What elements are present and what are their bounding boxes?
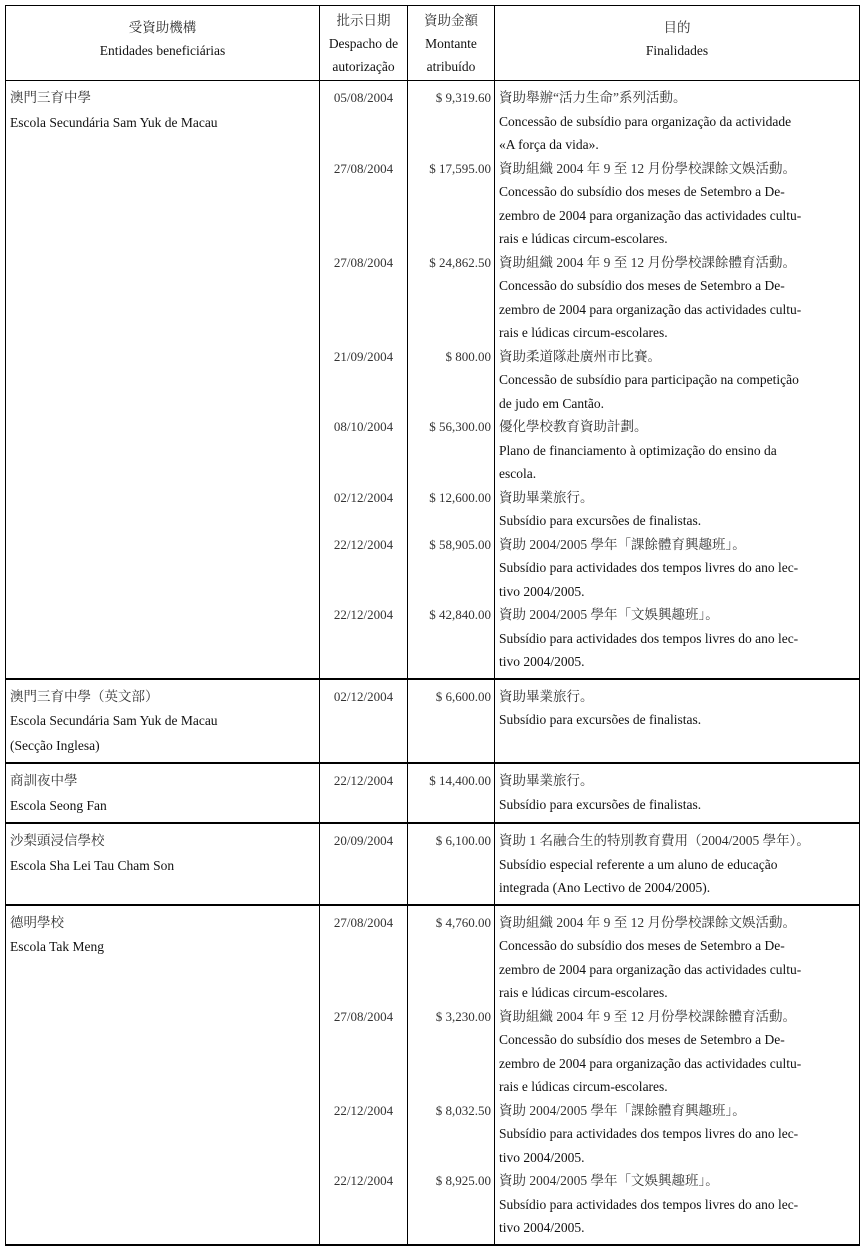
header-amount-zh: 資助金額 bbox=[424, 13, 478, 28]
purpose-pt-line: escola. bbox=[499, 466, 537, 481]
purpose-cell bbox=[495, 1169, 860, 1245]
purpose-pt-line: Concessão de subsídio para participação na competição bbox=[499, 372, 799, 387]
date-cell: 22/12/2004 bbox=[320, 603, 408, 679]
entity-name-pt: Escola Secundária Sam Yuk de Macau bbox=[10, 114, 218, 130]
date-cell: 02/12/2004 bbox=[320, 486, 408, 533]
entity-group-tak-meng bbox=[6, 905, 860, 1245]
purpose-pt-line: zembro de 2004 para organização das actividades cultu- bbox=[499, 961, 802, 977]
purpose-zh: 資助 2004/2005 學年「課餘體育興趣班」。 bbox=[499, 536, 746, 552]
amount-cell: $ 42,840.00 bbox=[408, 603, 495, 679]
purpose-pt-line: Concessão do subsídio dos meses de Setembro a De- bbox=[499, 184, 785, 199]
entity-cell bbox=[6, 905, 320, 1245]
header-date-pt-1: Despacho de bbox=[328, 36, 399, 51]
purpose-pt-line: Concessão do subsídio dos meses de Setembro a De- bbox=[499, 938, 785, 953]
purpose-cell bbox=[495, 679, 860, 764]
table-row bbox=[6, 823, 860, 905]
table-row bbox=[6, 81, 860, 157]
purpose-pt-line: Subsídio especial referente a um aluno de educação bbox=[499, 856, 778, 872]
purpose-zh: 資助畢業旅行。 bbox=[499, 489, 594, 505]
amount-cell: $ 4,760.00 bbox=[408, 905, 495, 1005]
header-entity-pt: Entidades beneficiárias bbox=[99, 43, 226, 58]
amount-cell: $ 6,100.00 bbox=[408, 823, 495, 905]
purpose-cell bbox=[495, 1005, 860, 1099]
entity-group-sam-yuk-english bbox=[6, 679, 860, 764]
purpose-pt-line: zembro de 2004 para organização das actividades cultu- bbox=[499, 1055, 802, 1071]
purpose-pt-line: Subsídio para actividades dos tempos livres do ano lec- bbox=[499, 1196, 799, 1212]
purpose-cell bbox=[495, 1099, 860, 1170]
purpose-pt-line: Concessão do subsídio dos meses de Setembro a De- bbox=[499, 1032, 785, 1047]
amount-cell: $ 24,862.50 bbox=[408, 251, 495, 345]
table-header bbox=[6, 6, 860, 81]
purpose-pt-line: Subsídio para excursões de finalistas. bbox=[499, 712, 702, 727]
entity-group-sha-lei-tau bbox=[6, 823, 860, 905]
entity-group-sam-yuk bbox=[6, 81, 860, 679]
purpose-pt-line: tivo 2004/2005. bbox=[499, 1149, 585, 1165]
purpose-cell bbox=[495, 603, 860, 679]
purpose-zh: 資助組織 2004 年 9 至 12 月份學校課餘文娛活動。 bbox=[499, 914, 796, 930]
date-cell: 22/12/2004 bbox=[320, 533, 408, 604]
purpose-pt-line: tivo 2004/2005. bbox=[499, 1220, 585, 1235]
date-cell: 27/08/2004 bbox=[320, 157, 408, 251]
header-purpose-zh: 目的 bbox=[663, 20, 691, 35]
table-row bbox=[6, 905, 860, 1005]
purpose-cell bbox=[495, 157, 860, 251]
purpose-cell bbox=[495, 251, 860, 345]
amount-cell: $ 58,905.00 bbox=[408, 533, 495, 604]
purpose-zh: 資助畢業旅行。 bbox=[499, 773, 594, 788]
purpose-pt-line: Subsídio para excursões de finalistas. bbox=[499, 796, 702, 812]
entity-cell bbox=[6, 823, 320, 905]
purpose-pt-line: tivo 2004/2005. bbox=[499, 654, 585, 669]
entity-name-zh: 澳門三育中學（英文部） bbox=[10, 688, 159, 704]
subsidy-document bbox=[5, 5, 859, 1246]
date-cell: 27/08/2004 bbox=[320, 1005, 408, 1099]
entity-cell bbox=[6, 679, 320, 764]
entity-name-pt-2: (Secção Inglesa) bbox=[10, 737, 100, 753]
header-date-pt-2: autorização bbox=[332, 59, 395, 74]
header-date-zh: 批示日期 bbox=[336, 13, 391, 28]
date-cell: 22/12/2004 bbox=[320, 1099, 408, 1170]
purpose-zh: 資助柔道隊赴廣州市比賽。 bbox=[499, 348, 661, 364]
purpose-zh: 資助組織 2004 年 9 至 12 月份學校課餘文娛活動。 bbox=[499, 160, 796, 176]
purpose-pt-line: de judo em Cantão. bbox=[499, 395, 604, 411]
purpose-pt-line: Subsídio para actividades dos tempos livres do ano lec- bbox=[499, 560, 799, 575]
entity-name-pt: Escola Sha Lei Tau Cham Son bbox=[10, 857, 175, 873]
purpose-cell bbox=[495, 763, 860, 823]
purpose-pt-line: rais e lúdicas circum-escolares. bbox=[499, 985, 668, 1000]
table-row bbox=[6, 763, 860, 823]
date-cell: 02/12/2004 bbox=[320, 679, 408, 764]
purpose-cell bbox=[495, 533, 860, 604]
purpose-zh: 資助 1 名融合生的特別教育費用（2004/2005 學年）。 bbox=[499, 833, 810, 848]
entity-name-pt: Escola Seong Fan bbox=[10, 797, 107, 813]
purpose-pt-line: Subsídio para actividades dos tempos livres do ano lec- bbox=[499, 630, 799, 646]
purpose-pt-line: rais e lúdicas circum-escolares. bbox=[499, 325, 668, 340]
purpose-zh: 資助 2004/2005 學年「文娛興趣班」。 bbox=[499, 1173, 719, 1188]
purpose-pt-line: Concessão de subsídio para organização da actividade bbox=[499, 113, 792, 129]
purpose-zh: 資助舉辦“活力生命”系列活動。 bbox=[499, 90, 687, 105]
purpose-pt-line: Subsídio para actividades dos tempos livres do ano lec- bbox=[499, 1126, 799, 1141]
date-cell: 20/09/2004 bbox=[320, 823, 408, 905]
amount-cell: $ 14,400.00 bbox=[408, 763, 495, 823]
purpose-pt-line: Subsídio para excursões de finalistas. bbox=[499, 513, 702, 528]
purpose-pt-line: zembro de 2004 para organização das actividades cultu- bbox=[499, 301, 802, 317]
amount-cell: $ 12,600.00 bbox=[408, 486, 495, 533]
subsidy-table bbox=[5, 5, 860, 1246]
purpose-pt-line: tivo 2004/2005. bbox=[499, 583, 585, 599]
purpose-cell bbox=[495, 823, 860, 905]
header-entity-zh: 受資助機構 bbox=[128, 20, 197, 35]
entity-cell bbox=[6, 763, 320, 823]
purpose-pt-line: Concessão do subsídio dos meses de Setembro a De- bbox=[499, 278, 785, 293]
table-row bbox=[6, 679, 860, 764]
purpose-cell bbox=[495, 905, 860, 1005]
entity-group-seong-fan bbox=[6, 763, 860, 823]
date-cell: 27/08/2004 bbox=[320, 251, 408, 345]
amount-cell: $ 9,319.60 bbox=[408, 81, 495, 157]
purpose-pt-line: rais e lúdicas circum-escolares. bbox=[499, 231, 668, 246]
date-cell: 27/08/2004 bbox=[320, 905, 408, 1005]
amount-cell: $ 8,925.00 bbox=[408, 1169, 495, 1245]
date-cell: 22/12/2004 bbox=[320, 763, 408, 823]
entity-name-zh: 商訓夜中學 bbox=[10, 773, 78, 788]
purpose-cell bbox=[495, 415, 860, 486]
entity-name-pt: Escola Tak Meng bbox=[10, 939, 105, 954]
entity-name-zh: 德明學校 bbox=[10, 914, 64, 930]
entity-name-pt: Escola Secundária Sam Yuk de Macau bbox=[10, 713, 218, 728]
entity-name-zh: 沙梨頭浸信學校 bbox=[10, 833, 105, 848]
purpose-zh: 優化學校教育資助計劃。 bbox=[499, 419, 648, 434]
amount-cell: $ 8,032.50 bbox=[408, 1099, 495, 1170]
amount-cell: $ 6,600.00 bbox=[408, 679, 495, 764]
purpose-pt-line: integrada (Ano Lectivo de 2004/2005). bbox=[499, 880, 711, 895]
purpose-zh: 資助組織 2004 年 9 至 12 月份學校課餘體育活動。 bbox=[499, 254, 796, 270]
amount-cell: $ 800.00 bbox=[408, 345, 495, 416]
entity-cell bbox=[6, 81, 320, 679]
header-purpose-pt: Finalidades bbox=[645, 43, 709, 58]
purpose-pt-line: Plano de financiamento à optimização do ensino da bbox=[499, 442, 777, 458]
header-entity bbox=[6, 6, 320, 81]
date-cell: 05/08/2004 bbox=[320, 81, 408, 157]
entity-name-zh: 澳門三育中學 bbox=[10, 90, 91, 105]
amount-cell: $ 56,300.00 bbox=[408, 415, 495, 486]
header-purpose bbox=[495, 6, 860, 81]
purpose-pt-line: rais e lúdicas circum-escolares. bbox=[499, 1079, 668, 1094]
header-amount bbox=[408, 6, 495, 81]
date-cell: 21/09/2004 bbox=[320, 345, 408, 416]
purpose-zh: 資助組織 2004 年 9 至 12 月份學校課餘體育活動。 bbox=[499, 1008, 796, 1024]
header-amount-pt-1: Montante bbox=[425, 36, 477, 51]
header-date bbox=[320, 6, 408, 81]
purpose-cell bbox=[495, 486, 860, 533]
purpose-pt-line: zembro de 2004 para organização das actividades cultu- bbox=[499, 207, 802, 223]
amount-cell: $ 3,230.00 bbox=[408, 1005, 495, 1099]
header-amount-pt-2: atribuído bbox=[426, 59, 476, 74]
purpose-zh: 資助 2004/2005 學年「課餘體育興趣班」。 bbox=[499, 1102, 746, 1118]
date-cell: 22/12/2004 bbox=[320, 1169, 408, 1245]
date-cell: 08/10/2004 bbox=[320, 415, 408, 486]
purpose-zh: 資助畢業旅行。 bbox=[499, 688, 594, 704]
purpose-zh: 資助 2004/2005 學年「文娛興趣班」。 bbox=[499, 607, 719, 622]
purpose-cell bbox=[495, 81, 860, 157]
amount-cell: $ 17,595.00 bbox=[408, 157, 495, 251]
purpose-pt-line: «A força da vida». bbox=[499, 137, 599, 152]
purpose-cell bbox=[495, 345, 860, 416]
